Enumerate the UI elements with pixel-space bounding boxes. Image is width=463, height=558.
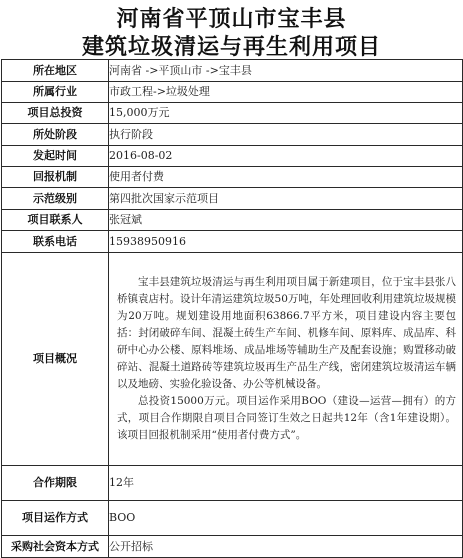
row-value: 15,000万元 (109, 103, 463, 124)
row-value: 2016-08-02 (109, 146, 463, 167)
table-row (2, 146, 463, 167)
overview-description (109, 253, 463, 466)
overview-paragraph: 总投资15000万元。项目运作采用BOO（建设—运营—拥有）的方式，项目合作期限自项目合同签订生效之日起共12年（含1年建设期）。该项目回报机制采用“使用者付费方式”。 (117, 395, 456, 441)
table-row (2, 210, 463, 231)
row-value: 12年 (109, 466, 463, 501)
row-value: 河南省 ->平顶山市 ->宝丰县 (109, 60, 463, 82)
table-row (2, 60, 463, 82)
overview-label: 项目概况 (2, 253, 109, 466)
row-value: 使用者付费 (109, 167, 463, 188)
row-label: 合作期限 (2, 466, 109, 501)
row-value: 张冠斌 (109, 210, 463, 231)
row-label: 项目运作方式 (2, 501, 109, 536)
table-row (2, 82, 463, 103)
table-row-overview (2, 253, 463, 466)
table-row (2, 231, 463, 253)
row-value: 第四批次国家示范项目 (109, 188, 463, 210)
page-title (0, 0, 463, 59)
row-label: 采购社会资本方式 (2, 536, 109, 558)
table-row (2, 466, 463, 501)
row-label: 示范级别 (2, 188, 109, 210)
table-row (2, 536, 463, 558)
row-label: 回报机制 (2, 167, 109, 188)
row-label: 项目总投资 (2, 103, 109, 124)
row-value: 执行阶段 (109, 124, 463, 146)
row-label: 联系电话 (2, 231, 109, 253)
row-value: 市政工程->垃圾处理 (109, 82, 463, 103)
table-row (2, 124, 463, 146)
row-value: 公开招标 (109, 536, 463, 558)
title-line-2: 建筑垃圾清运与再生利用项目 (81, 34, 381, 60)
overview-paragraph: 宝丰县建筑垃圾清运与再生利用项目属于新建项目，位于宝丰县张八桥镇袁店村。设计年清运建筑垃圾50万吨，年处理回收利用建筑垃圾规模为20万吨。规划建设用地面积63866.7平方米，项目建设内容主要包括：封闭破碎车间、混凝土砖生产车间、机修车间、原料库、成品库、科研中心办公楼、原料堆场、成品堆场等辅助生产及配套设施；购置移动破碎站、混凝土道路砖等建筑垃圾再生产品生产线，密闭建筑垃圾清运车辆以及地磅、实验化验设备、办公等机械设备。 (117, 276, 456, 390)
table-row (2, 501, 463, 536)
row-label: 项目联系人 (2, 210, 109, 231)
row-label: 所在地区 (2, 60, 109, 82)
project-info-table (1, 59, 463, 558)
table-row (2, 167, 463, 188)
row-value: 15938950916 (109, 231, 463, 253)
row-label: 所处阶段 (2, 124, 109, 146)
table-row (2, 188, 463, 210)
row-label: 发起时间 (2, 146, 109, 167)
row-label: 所属行业 (2, 82, 109, 103)
table-row (2, 103, 463, 124)
row-value: BOO (109, 501, 463, 536)
title-line-1: 河南省平顶山市宝丰县 (116, 6, 347, 32)
